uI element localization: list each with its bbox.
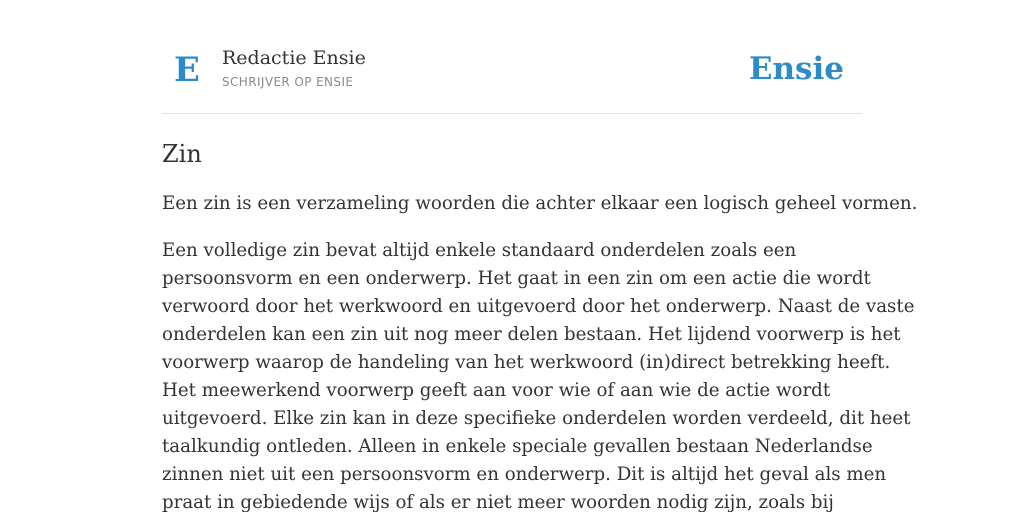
author-role: SCHRIJVER OP ENSIE bbox=[222, 75, 354, 89]
article-title: Zin bbox=[162, 140, 202, 168]
body-line: zinnen niet uit een persoonsvorm en onderwerp. Dit is altijd het geval als men bbox=[162, 464, 887, 485]
ensie-logo[interactable]: Ensie bbox=[748, 51, 844, 87]
article-body bbox=[162, 237, 915, 512]
body-line: persoonsvorm en een onderwerp. Het gaat in een zin om een actie die wordt bbox=[162, 268, 871, 289]
body-line: taalkundig ontleden. Alleen in enkele speciale gevallen bestaan Nederlandse bbox=[162, 436, 873, 457]
body-line: Het meewerkend voorwerp geeft aan voor wie of aan wie de actie wordt bbox=[162, 380, 831, 401]
author-header bbox=[162, 0, 862, 114]
body-line: onderdelen kan een zin uit nog meer delen bestaan. Het lijdend voorwerp is het bbox=[162, 324, 901, 345]
author-name-link[interactable]: Redactie Ensie bbox=[222, 47, 366, 69]
article-intro: Een zin is een verzameling woorden die achter elkaar een logisch geheel vormen. bbox=[162, 193, 918, 214]
body-line: praat in gebiedende wijs of als er niet meer woorden nodig zijn, zoals bij bbox=[162, 492, 834, 512]
body-line: Een volledige zin bevat altijd enkele standaard onderdelen zoals een bbox=[162, 240, 797, 261]
article-container bbox=[162, 0, 918, 512]
body-line: verwoord door het werkwoord en uitgevoerd door het onderwerp. Naast de vaste bbox=[162, 296, 915, 317]
author-avatar[interactable]: E bbox=[174, 50, 200, 90]
body-line: uitgevoerd. Elke zin kan in deze specifieke onderdelen worden verdeeld, dit heet bbox=[162, 408, 911, 429]
body-line: voorwerp waarop de handeling van het werkwoord (in)direct betrekking heeft. bbox=[162, 352, 891, 373]
